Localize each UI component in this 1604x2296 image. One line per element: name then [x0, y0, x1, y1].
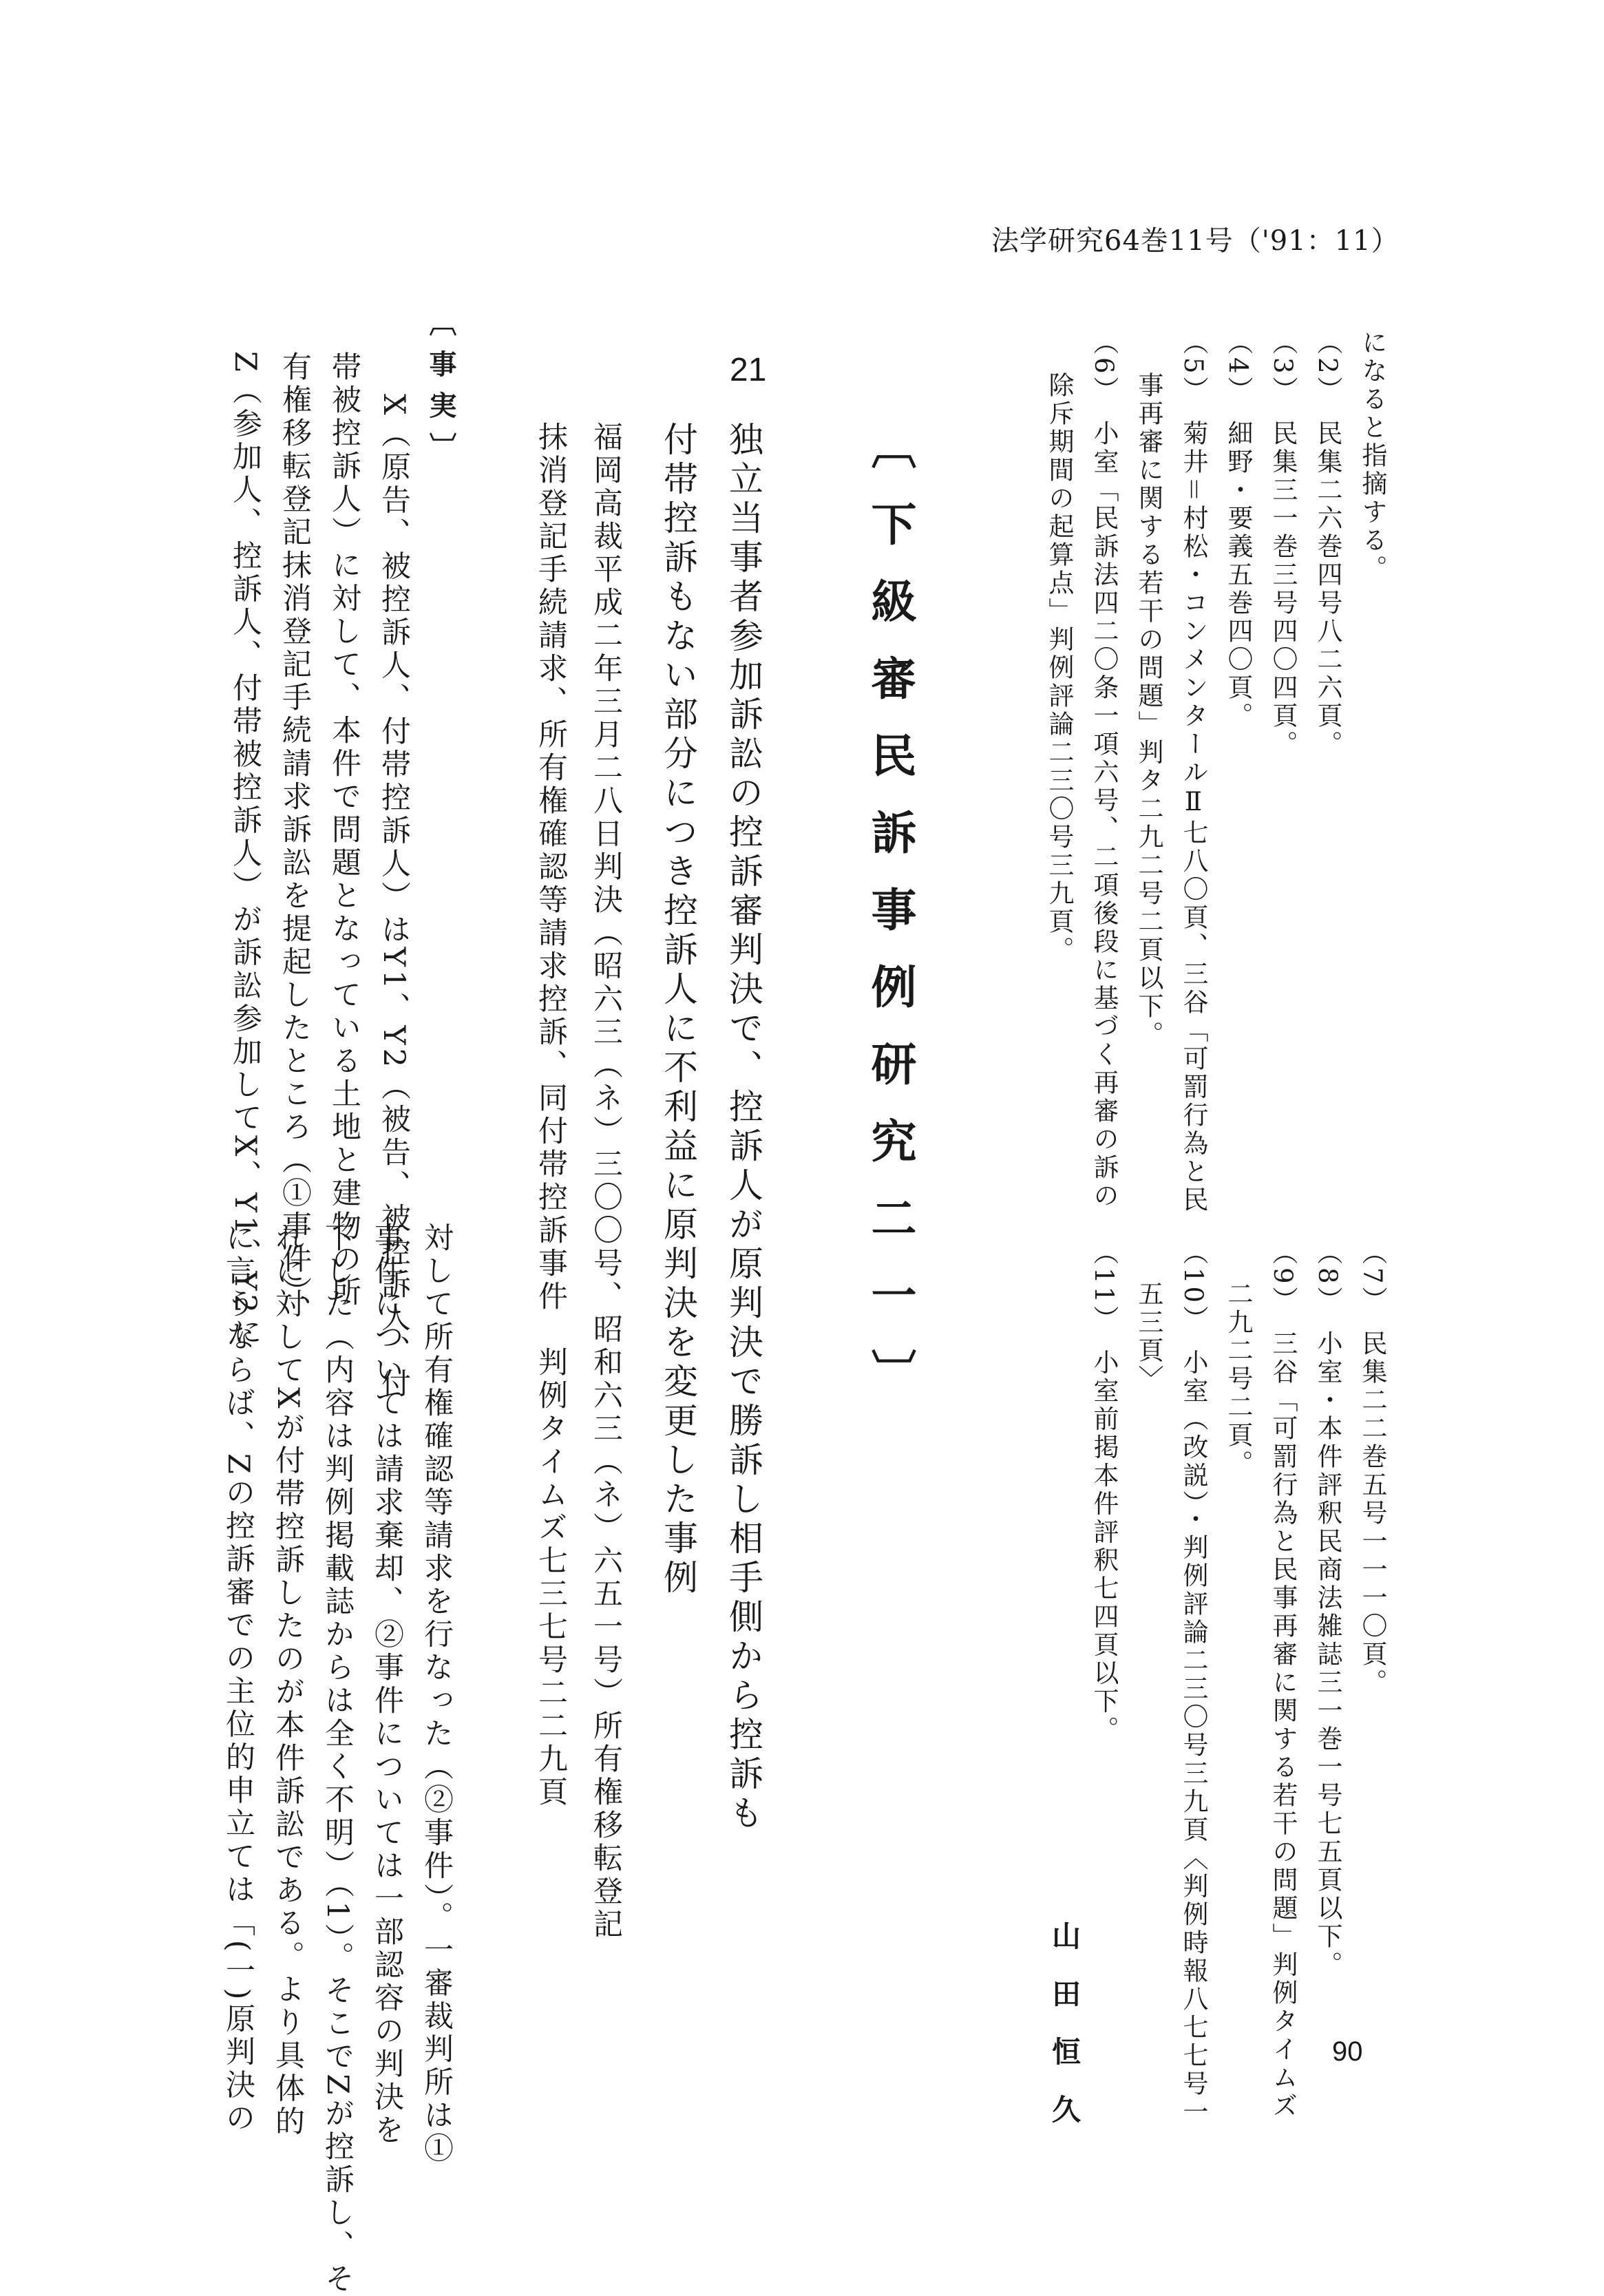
note-line: （5） 菊井＝村松・コンメンタールⅡ七八〇頁、三谷「可罰行為と民 [1179, 329, 1208, 1215]
facts-label: 〔事実〕 [425, 308, 457, 474]
court-info-line: 福岡高裁平成二年三月二八日判決（昭六三（ネ）三〇〇号、昭和六三（ネ）六五一号）所有権移転登記 [589, 421, 623, 1941]
note-line: （8） 小室・本件評釈民商法雑誌三一巻一号七五頁以下。 [1313, 1239, 1342, 1980]
note-line: 五三頁〉 [1134, 1281, 1163, 1393]
note-line: （6） 小室「民訴法四二〇条一項六号、二項後段に基づく再審の訴の [1089, 329, 1119, 1211]
note-line: （3） 民集三一巻三号四〇四頁。 [1268, 329, 1298, 759]
page-number: 90 [1332, 2036, 1363, 2067]
facts-line: 事件については請求棄却、②事件については一部認容の判決を [370, 1222, 404, 2147]
case-title-line: 独立当事者参加訴訟の控訴審判決で、控訴人が原判決で勝訴し相手側から控訴も [724, 421, 763, 1834]
note-line: 事再審に関する若干の問題」判タ二九二号二頁以下。 [1134, 372, 1163, 1049]
note-line: （2） 民集二六巻四号八二六頁。 [1313, 329, 1342, 759]
note-line: （11） 小室前掲本件評釈七四頁以下。 [1089, 1239, 1119, 1745]
facts-line: 対して所有権確認等請求を行なった（②事件）。一審裁判所は① [419, 1222, 454, 2166]
note-line: （9） 三谷「可罰行為と民事再審に関する若干の問題」判例タイムズ [1268, 1239, 1298, 2121]
journal-header: 法学研究64巻11号（'91：11） [991, 225, 1400, 257]
facts-line: X（原告、被控訴人、付帯控訴人）はY1、Y2（被告、被控訴人、付 [377, 394, 411, 1402]
case-title-line: 付帯控訴もない部分につき控訴人に不利益に原判決を変更した事例 [658, 421, 698, 1599]
note-line: （4） 細野・要義五巻四〇頁。 [1223, 329, 1253, 731]
note-line: （10） 小室（改説）・判例評論二三〇号三九頁〈判例時報八七七号一 [1179, 1239, 1208, 2127]
facts-line: Z（参加人、控訴人、付帯被控訴人）が訴訟参加してX、Y1、Y2に [228, 351, 262, 1349]
court-info-line: 抹消登記手続請求、所有権確認等請求控訴、同付帯控訴事件 判例タイムズ七三七号二二九頁 [534, 421, 568, 1809]
author-name: 山田恒久 [1048, 1921, 1081, 2152]
note-line: 二九二号二頁。 [1223, 1281, 1253, 1478]
facts-line: 帯被控訴人）に対して、本件で問題となっている土地と建物の所 [327, 351, 361, 1309]
facts-line: に言うならば、Zの控訴審での主位的申立ては「(一)原判決の [221, 1222, 255, 2136]
note-line: （7） 民集二二巻五号一一一〇頁。 [1358, 1239, 1387, 1698]
facts-line: れに対してXが付帯控訴したのが本件訴訟である。より具体的 [271, 1222, 305, 2139]
section-title: 〔下級審民訴事例研究二一〕 [863, 423, 917, 1426]
note-line: 除斥期間の起算点」判例評論二三〇号三九頁。 [1044, 372, 1074, 965]
note-line: になると指摘する。 [1358, 329, 1387, 583]
case-number: 21 [730, 352, 767, 388]
facts-line: 下した（内容は判例掲載誌からは全く不明）（1）。そこでZが控訴し、そ [320, 1222, 355, 2296]
facts-line: 有権移転登記抹消登記手続請求訴訟を提起したところ（①事件）、 [277, 351, 312, 1328]
